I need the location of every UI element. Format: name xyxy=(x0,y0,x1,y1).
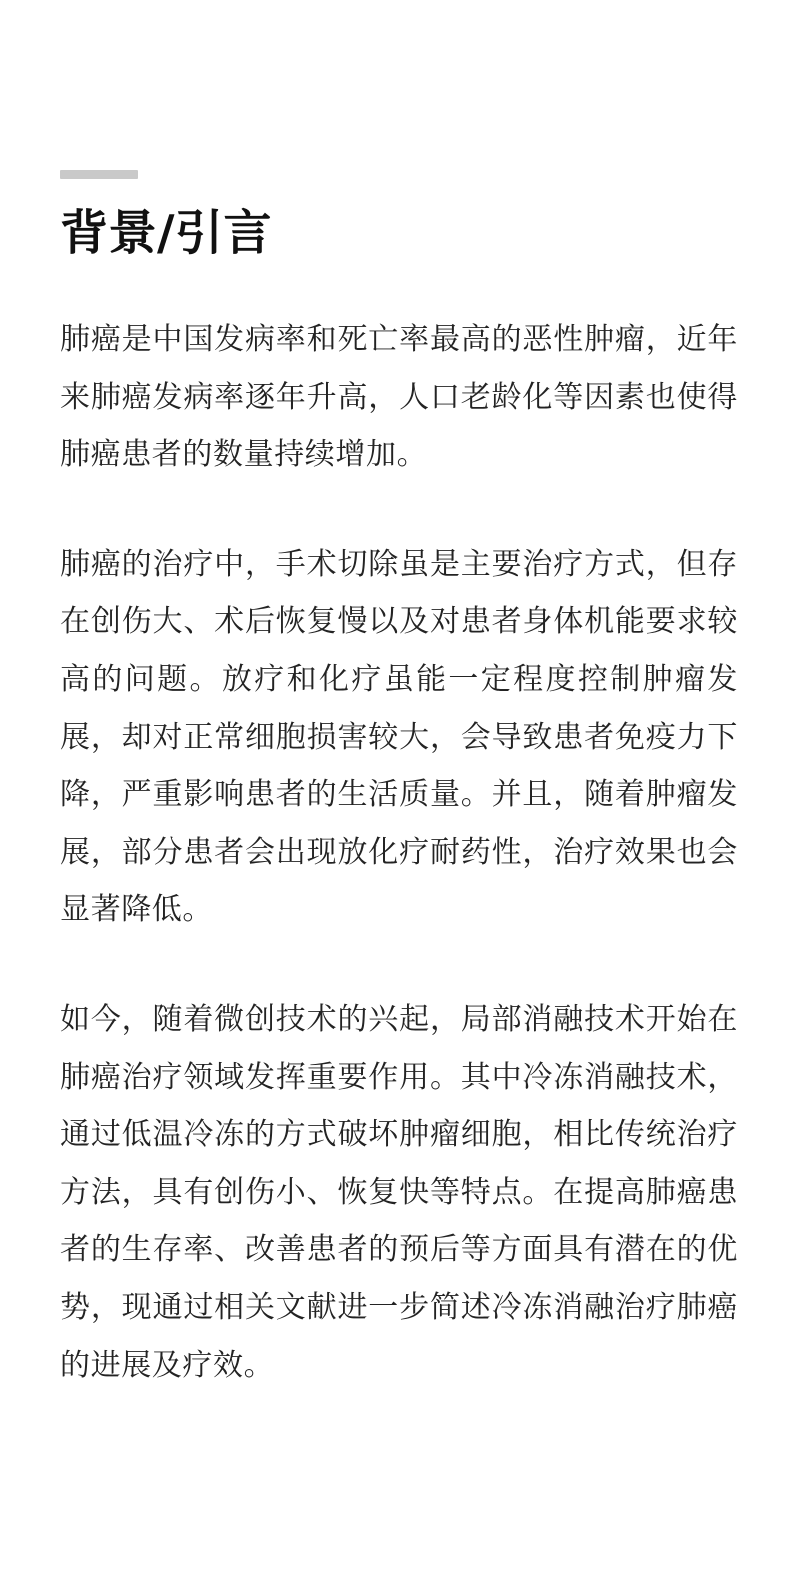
body-copy xyxy=(58,311,738,1394)
page-title: 背景/引言 xyxy=(60,205,273,261)
paragraph-1: 肺癌是中国发病率和死亡率最高的恶性肿瘤，近年来肺癌发病率逐年升高，人口老龄化等因素也使得肺癌患者的数量持续增加。 xyxy=(60,323,738,472)
title-accent-rule xyxy=(60,170,138,179)
paragraph-2: 肺癌的治疗中，手术切除虽是主要治疗方式，但存在创伤大、术后恢复慢以及对患者身体机能要求较高的问题。放疗和化疗虽能一定程度控制肿瘤发展，却对正常细胞损害较大，会导致患者免疫力下降，严重影响患者的生活质量。并且，随着肿瘤发展，部分患者会出现放化疗耐药性，治疗效果也会显著降低。 xyxy=(60,547,738,927)
paragraph-3: 如今，随着微创技术的兴起，局部消融技术开始在肺癌治疗领域发挥重要作用。其中冷冻消融技术，通过低温冷冻的方式破坏肿瘤细胞，相比传统治疗方法，具有创伤小、恢复快等特点。在提高肺癌患者的生存率、改善患者的预后等方面具有潜在的优势，现通过相关文献进一步简述冷冻消融治疗肺癌的进展及疗效。 xyxy=(60,1002,738,1382)
